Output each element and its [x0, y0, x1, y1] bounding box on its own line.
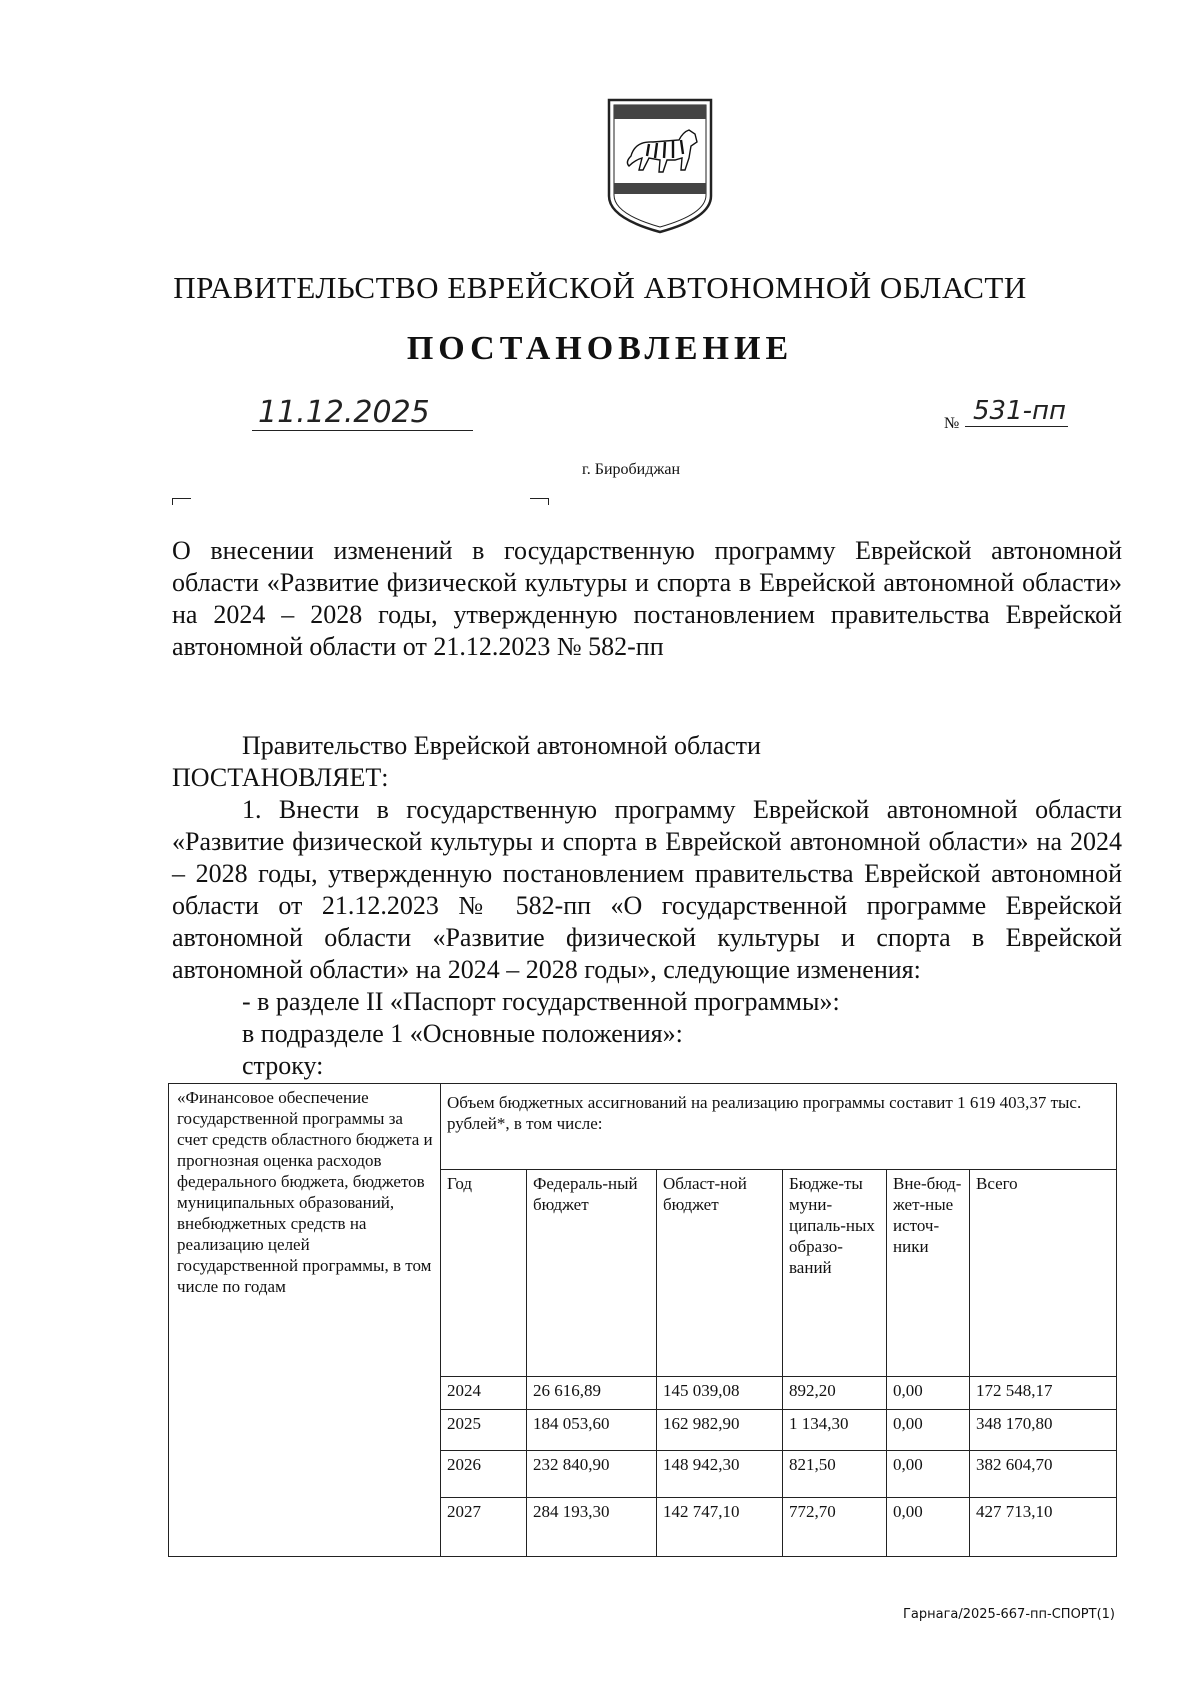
- body-paragraph: Правительство Еврейской автономной области: [242, 731, 761, 760]
- table-cell: 2025: [441, 1410, 527, 1451]
- government-title: ПРАВИТЕЛЬСТВО ЕВРЕЙСКОЙ АВТОНОМНОЙ ОБЛАСТИ: [173, 270, 1027, 305]
- table-cell: 184 053,60: [527, 1410, 657, 1451]
- financing-table: [168, 1083, 1117, 1557]
- table-cell: 427 713,10: [970, 1498, 1117, 1557]
- table-intro: Объем бюджетных ассигнований на реализацию программы составит 1 619 403,37 тыс. рублей*, в том числе:: [441, 1084, 1117, 1170]
- corner-mark-right: [530, 498, 549, 505]
- footer-code: Гарнага/2025-667-пп-СПОРТ(1): [902, 1607, 1115, 1622]
- table-cell: 145 039,08: [657, 1377, 783, 1410]
- table-cell: 0,00: [887, 1410, 970, 1451]
- body-paragraph: в подразделе 1 «Основные положения»:: [242, 1019, 683, 1048]
- document-body: [172, 730, 1122, 1082]
- table-cell: 148 942,30: [657, 1451, 783, 1498]
- document-type: ПОСТАНОВЛЕНИЕ: [406, 330, 794, 367]
- table-cell: 172 548,17: [970, 1377, 1117, 1410]
- table-cell: 162 982,90: [657, 1410, 783, 1451]
- document-date: 11.12.2025: [252, 395, 473, 431]
- table-cell: 772,70: [783, 1498, 887, 1557]
- body-paragraph: строку:: [242, 1051, 324, 1080]
- table-cell: 0,00: [887, 1451, 970, 1498]
- table-cell: 232 840,90: [527, 1451, 657, 1498]
- column-header: Бюдже-ты муни-ципаль-ных образо-ваний: [783, 1170, 887, 1377]
- table-cell: 892,20: [783, 1377, 887, 1410]
- city: г. Биробиджан: [582, 461, 681, 478]
- table-cell: 348 170,80: [970, 1410, 1117, 1451]
- table-cell: 26 616,89: [527, 1377, 657, 1410]
- table-cell: 2026: [441, 1451, 527, 1498]
- column-header: Вне-бюд-жет-ные источ-ники: [887, 1170, 970, 1377]
- body-paragraph: 1. Внести в государственную программу Еврейской автономной области «Развитие физической культуры и спорта в Еврейской автономной области» на 2024 – 2028 годы, утвержденную постановлением правительства Еврейской автономной области от 21.12.2023 № 582-пп «О государственной программе Еврейской автономной области «Развитие физической культуры и спорта в Еврейской автономной области» на 2024 – 2028 годы», следующие изменения:: [172, 795, 1122, 984]
- table-cell: 382 604,70: [970, 1451, 1117, 1498]
- table-cell: 284 193,30: [527, 1498, 657, 1557]
- table-cell: 821,50: [783, 1451, 887, 1498]
- table-cell: 1 134,30: [783, 1410, 887, 1451]
- column-header: Област-ной бюджет: [657, 1170, 783, 1377]
- coat-of-arms-tiger-icon: [605, 96, 715, 236]
- table-cell: 0,00: [887, 1377, 970, 1410]
- number-label: №: [944, 415, 960, 432]
- corner-mark-left: [172, 498, 191, 505]
- column-header: Год: [441, 1170, 527, 1377]
- column-header: Всего: [970, 1170, 1117, 1377]
- table-cell: 0,00: [887, 1498, 970, 1557]
- table-left-cell: «Финансовое обеспечение государственной программы за счет средств областного бюджета и прогнозная оценка расходов федерального бюджета, бюджетов муниципальных образований, внебюджетных средств на реализацию целей государственной программы, в том числе по годам: [169, 1084, 441, 1557]
- table-cell: 142 747,10: [657, 1498, 783, 1557]
- table-cell: 2027: [441, 1498, 527, 1557]
- document-number: 531-пп: [965, 396, 1068, 427]
- body-paragraph: ПОСТАНОВЛЯЕТ:: [172, 763, 389, 792]
- column-header: Федераль-ный бюджет: [527, 1170, 657, 1377]
- body-paragraph: - в разделе II «Паспорт государственной программы»:: [242, 987, 840, 1016]
- document-subject: О внесении изменений в государственную программу Еврейской автономной области «Развитие физической культуры и спорта в Еврейской автономной области» на 2024 – 2028 годы, утвержденную постановлением правительства Еврейской автономной области от 21.12.2023 № 582-пп: [172, 536, 1122, 661]
- table-cell: 2024: [441, 1377, 527, 1410]
